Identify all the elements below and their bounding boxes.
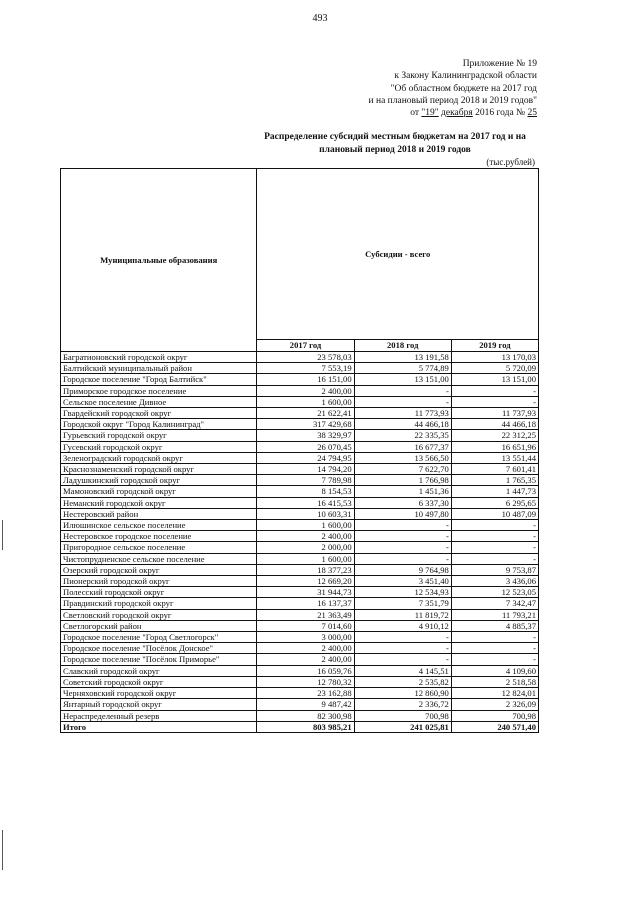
cell-2018: 7 622,70 xyxy=(354,464,451,475)
cell-2019: 700,98 xyxy=(451,710,538,721)
cell-2019: 9 753,87 xyxy=(451,564,538,575)
table-row xyxy=(61,497,539,508)
date-year: 2016 года № xyxy=(475,108,526,119)
cell-municipality: Пригородное сельское поселение xyxy=(61,542,257,553)
cell-2017: 21 622,41 xyxy=(257,408,354,419)
table-body xyxy=(61,352,539,733)
cell-municipality: Светловский городской округ xyxy=(61,609,257,620)
cell-2019: 16 651,96 xyxy=(451,441,538,452)
cell-2019: 4 109,60 xyxy=(451,665,538,676)
cell-2019: - xyxy=(451,553,538,564)
table-row xyxy=(61,408,539,419)
table-row xyxy=(61,598,539,609)
cell-municipality: Правдинский городской округ xyxy=(61,598,257,609)
cell-2017: 23 162,88 xyxy=(257,688,354,699)
cell-2019: 3 436,06 xyxy=(451,576,538,587)
cell-2017: 21 363,49 xyxy=(257,609,354,620)
appendix-line: к Закону Калининградской области xyxy=(394,71,537,82)
cell-2018: 11 819,72 xyxy=(354,609,451,620)
cell-municipality: Городское поселение "Город Балтийск" xyxy=(61,374,257,385)
cell-2017: 16 151,00 xyxy=(257,374,354,385)
header-year-2017: 2017 год xyxy=(257,340,354,352)
cell-2019: - xyxy=(451,654,538,665)
cell-2019: 13 551,44 xyxy=(451,452,538,463)
table-row xyxy=(61,564,539,575)
cell-municipality: Черняховский городской округ xyxy=(61,688,257,699)
cell-municipality: Янтарный городской округ xyxy=(61,699,257,710)
cell-2018: 11 773,93 xyxy=(354,408,451,419)
cell-municipality: Городское поселение "Город Светлогорск" xyxy=(61,632,257,643)
cell-2018: 4 145,51 xyxy=(354,665,451,676)
table-row xyxy=(61,609,539,620)
subsidies-table xyxy=(60,168,539,733)
cell-2018: 13 151,00 xyxy=(354,374,451,385)
cell-2019: - xyxy=(451,396,538,407)
cell-2017: 8 154,53 xyxy=(257,486,354,497)
cell-2019: - xyxy=(451,632,538,643)
cell-2019: 2 326,09 xyxy=(451,699,538,710)
cell-2018: 13 566,50 xyxy=(354,452,451,463)
table-row xyxy=(61,665,539,676)
cell-2017: 16 059,76 xyxy=(257,665,354,676)
cell-2017: 12 669,20 xyxy=(257,576,354,587)
cell-2019: 12 523,05 xyxy=(451,587,538,598)
cell-2017: 7 014,60 xyxy=(257,620,354,631)
header-subsidies-total: Субсидии - всего xyxy=(257,169,539,340)
cell-2017: 2 400,00 xyxy=(257,385,354,396)
appendix-line: Приложение № 19 xyxy=(462,59,537,69)
appendix-header xyxy=(369,58,537,119)
cell-2017: 803 985,21 xyxy=(257,721,354,732)
cell-2018: 700,98 xyxy=(354,710,451,721)
cell-2017: 2 400,00 xyxy=(257,654,354,665)
date-day: "19" xyxy=(421,108,439,119)
table-row xyxy=(61,531,539,542)
cell-2017: 14 794,20 xyxy=(257,464,354,475)
cell-2017: 2 000,00 xyxy=(257,542,354,553)
cell-2017: 3 000,00 xyxy=(257,632,354,643)
cell-municipality: Краснознаменский городской округ xyxy=(61,464,257,475)
table-row xyxy=(61,430,539,441)
cell-2017: 7 553,19 xyxy=(257,363,354,374)
table-row xyxy=(61,699,539,710)
cell-2019: 1 447,73 xyxy=(451,486,538,497)
cell-2019: 11 793,21 xyxy=(451,609,538,620)
cell-2019: 10 487,09 xyxy=(451,508,538,519)
cell-municipality: Нестеровское городское поселение xyxy=(61,531,257,542)
cell-municipality: Советский городской округ xyxy=(61,676,257,687)
cell-2017: 7 789,98 xyxy=(257,475,354,486)
cell-municipality: Нераспределенный резерв xyxy=(61,710,257,721)
cell-2019: 13 151,00 xyxy=(451,374,538,385)
table-row xyxy=(61,688,539,699)
cell-2017: 16 137,37 xyxy=(257,598,354,609)
cell-2018: 16 677,37 xyxy=(354,441,451,452)
cell-municipality: Неманский городской округ xyxy=(61,497,257,508)
table-row xyxy=(61,385,539,396)
cell-2019: 2 518,58 xyxy=(451,676,538,687)
cell-2018: 4 910,12 xyxy=(354,620,451,631)
cell-municipality: Илюшинское сельское поселение xyxy=(61,520,257,531)
cell-2018: 1 451,36 xyxy=(354,486,451,497)
table-row xyxy=(61,441,539,452)
header-year-2018: 2018 год xyxy=(354,340,451,352)
table-total-row xyxy=(61,721,539,732)
cell-2017: 1 600,00 xyxy=(257,520,354,531)
cell-2017: 9 487,42 xyxy=(257,699,354,710)
cell-municipality: Балтийский муниципальный район xyxy=(61,363,257,374)
table-row xyxy=(61,464,539,475)
table-row xyxy=(61,587,539,598)
cell-municipality: Городское поселение "Посёлок Донское" xyxy=(61,643,257,654)
law-number: 25 xyxy=(527,108,537,119)
title-line: плановый период 2018 и 2019 годов xyxy=(319,144,471,155)
cell-2019: 11 737,93 xyxy=(451,408,538,419)
cell-2019: 22 312,25 xyxy=(451,430,538,441)
cell-2018: 22 335,35 xyxy=(354,430,451,441)
cell-2017: 1 600,00 xyxy=(257,396,354,407)
table-row xyxy=(61,419,539,430)
cell-municipality: Гусевский городской округ xyxy=(61,441,257,452)
table-row xyxy=(61,374,539,385)
cell-2017: 16 415,53 xyxy=(257,497,354,508)
cell-municipality: Полесский городской округ xyxy=(61,587,257,598)
cell-2018: 3 451,40 xyxy=(354,576,451,587)
cell-2018: - xyxy=(354,531,451,542)
cell-municipality: Приморское городское поселение xyxy=(61,385,257,396)
cell-municipality: Сельское поселение Дивное xyxy=(61,396,257,407)
cell-municipality: Нестеровский район xyxy=(61,508,257,519)
cell-municipality: Славский городской округ xyxy=(61,665,257,676)
cell-2017: 23 578,03 xyxy=(257,352,354,363)
table-row xyxy=(61,542,539,553)
cell-2019: 5 720,09 xyxy=(451,363,538,374)
table-row xyxy=(61,676,539,687)
cell-2018: - xyxy=(354,632,451,643)
cell-2017: 1 600,00 xyxy=(257,553,354,564)
cell-2017: 38 329,97 xyxy=(257,430,354,441)
cell-2019: - xyxy=(451,643,538,654)
table-row xyxy=(61,632,539,643)
cell-2018: 241 025,81 xyxy=(354,721,451,732)
table-row xyxy=(61,352,539,363)
cell-2017: 12 780,32 xyxy=(257,676,354,687)
cell-2019: 44 466,18 xyxy=(451,419,538,430)
table-row xyxy=(61,396,539,407)
cell-2017: 2 400,00 xyxy=(257,531,354,542)
cell-2019: 7 342,47 xyxy=(451,598,538,609)
date-prefix: от xyxy=(410,108,420,119)
cell-2018: 12 860,90 xyxy=(354,688,451,699)
header-year-2019: 2019 год xyxy=(451,340,538,352)
table-row xyxy=(61,363,539,374)
cell-municipality: Чистопрудненское сельское поселение xyxy=(61,553,257,564)
header-municipalities: Муниципальные образования xyxy=(61,169,257,352)
cell-2018: 2 336,72 xyxy=(354,699,451,710)
cell-municipality: Городской округ "Город Калининград" xyxy=(61,419,257,430)
table-row xyxy=(61,576,539,587)
cell-2017: 82 300,98 xyxy=(257,710,354,721)
scan-edge-mark xyxy=(2,520,3,550)
cell-2018: 5 774,89 xyxy=(354,363,451,374)
cell-2019: - xyxy=(451,542,538,553)
table-row xyxy=(61,452,539,463)
cell-2019: - xyxy=(451,531,538,542)
cell-2019: 13 170,03 xyxy=(451,352,538,363)
table-row xyxy=(61,475,539,486)
table-row xyxy=(61,486,539,497)
table-row xyxy=(61,620,539,631)
cell-2018: 1 766,98 xyxy=(354,475,451,486)
cell-2018: 13 191,58 xyxy=(354,352,451,363)
date-month: декабря xyxy=(441,108,473,119)
cell-2019: 12 824,01 xyxy=(451,688,538,699)
cell-2019: - xyxy=(451,520,538,531)
table-row xyxy=(61,553,539,564)
cell-municipality: Озерский городской округ xyxy=(61,564,257,575)
cell-municipality: Зеленоградский городской округ xyxy=(61,452,257,463)
cell-2019: 6 295,65 xyxy=(451,497,538,508)
cell-2018: 44 466,18 xyxy=(354,419,451,430)
cell-municipality: Ладушкинский городской округ xyxy=(61,475,257,486)
cell-2018: 10 497,80 xyxy=(354,508,451,519)
cell-municipality: Гвардейский городской округ xyxy=(61,408,257,419)
cell-municipality: Городское поселение "Посёлок Приморье" xyxy=(61,654,257,665)
table-row xyxy=(61,710,539,721)
cell-2018: - xyxy=(354,553,451,564)
cell-municipality: Гурьевский городской округ xyxy=(61,430,257,441)
cell-2018: 9 764,98 xyxy=(354,564,451,575)
cell-2017: 10 603,31 xyxy=(257,508,354,519)
cell-2018: - xyxy=(354,654,451,665)
cell-2018: 6 337,30 xyxy=(354,497,451,508)
cell-2019: 1 765,35 xyxy=(451,475,538,486)
table-row xyxy=(61,654,539,665)
cell-2019: 240 571,40 xyxy=(451,721,538,732)
cell-2018: - xyxy=(354,396,451,407)
title-line: Распределение субсидий местным бюджетам на 2017 год и на xyxy=(264,132,526,142)
cell-municipality: Светлогорский район xyxy=(61,620,257,631)
table-row xyxy=(61,508,539,519)
page-number: 493 xyxy=(312,13,328,24)
scan-edge-mark xyxy=(2,830,3,870)
cell-2018: 7 351,79 xyxy=(354,598,451,609)
table-row xyxy=(61,520,539,531)
cell-2017: 24 794,95 xyxy=(257,452,354,463)
appendix-date-line xyxy=(369,107,537,119)
cell-2018: 12 534,93 xyxy=(354,587,451,598)
cell-2017: 2 400,00 xyxy=(257,643,354,654)
cell-municipality: Пионерский городской округ xyxy=(61,576,257,587)
units-label: (тыс.рублей) xyxy=(486,157,535,167)
appendix-line: и на плановый период 2018 и 2019 годов" xyxy=(368,95,537,106)
cell-2017: 26 070,45 xyxy=(257,441,354,452)
cell-2017: 18 377,23 xyxy=(257,564,354,575)
document-title xyxy=(230,131,560,156)
cell-municipality: Мамоновский городской округ xyxy=(61,486,257,497)
cell-2018: 2 535,82 xyxy=(354,676,451,687)
cell-2018: - xyxy=(354,542,451,553)
cell-2017: 317 429,68 xyxy=(257,419,354,430)
cell-2019: 7 601,41 xyxy=(451,464,538,475)
cell-2018: - xyxy=(354,385,451,396)
cell-2017: 31 944,73 xyxy=(257,587,354,598)
table-row xyxy=(61,643,539,654)
cell-2018: - xyxy=(354,643,451,654)
cell-2019: 4 885,37 xyxy=(451,620,538,631)
cell-2019: - xyxy=(451,385,538,396)
appendix-line: "Об областном бюджете на 2017 год xyxy=(390,83,537,94)
cell-2018: - xyxy=(354,520,451,531)
cell-municipality: Багратионовский городской округ xyxy=(61,352,257,363)
cell-municipality: Итого xyxy=(61,721,257,732)
